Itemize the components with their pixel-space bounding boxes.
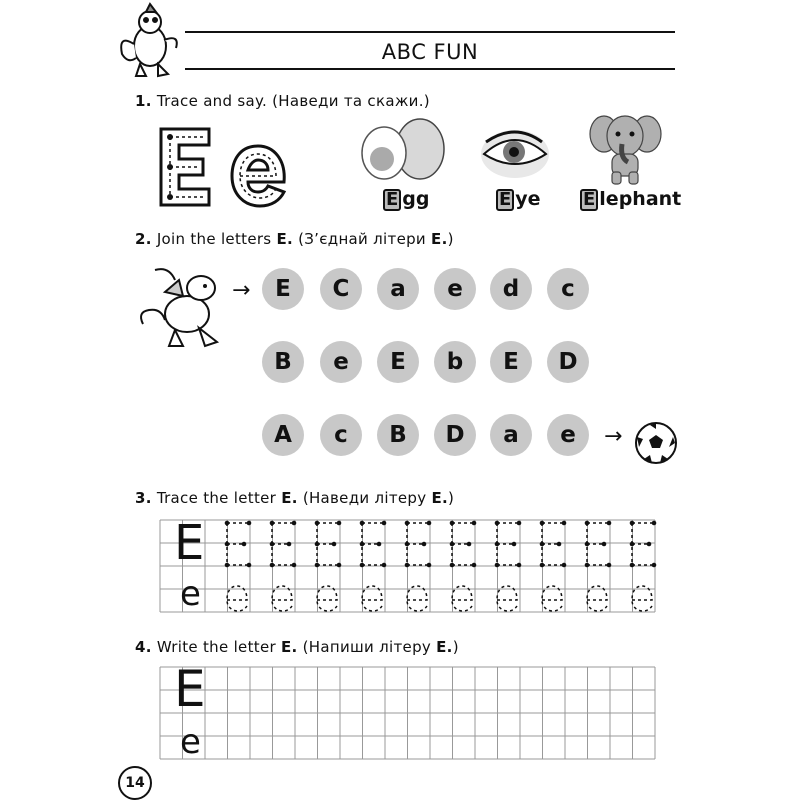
task-3-text-pre: Trace the letter xyxy=(156,489,282,507)
task-4-letter: E. xyxy=(281,638,298,656)
dotted-uppercase-e xyxy=(405,521,432,568)
dotted-lowercase-e xyxy=(632,586,652,611)
task-1-instruction xyxy=(135,92,430,110)
dragon-character-icon xyxy=(135,262,230,352)
dotted-uppercase-e xyxy=(225,521,252,568)
task-1-number: 1. xyxy=(135,92,152,110)
eye-icon xyxy=(480,128,550,180)
write-grid xyxy=(160,667,660,762)
task-2-text-post: ) xyxy=(447,230,454,248)
letter-bubble[interactable]: E xyxy=(377,341,419,383)
word-elephant xyxy=(580,188,681,211)
letter-bubble[interactable]: a xyxy=(490,414,532,456)
task-4-text-pre: Write the letter xyxy=(156,638,282,656)
task-2-letter: E. xyxy=(276,230,294,248)
trace-model-upper: E xyxy=(174,515,205,571)
letter-bubble[interactable]: B xyxy=(262,341,304,383)
dragon-character-icon xyxy=(110,4,185,79)
word-elephant-rest: lephant xyxy=(599,188,682,210)
letter-bubble[interactable]: c xyxy=(547,268,589,310)
dotted-lowercase-e xyxy=(227,586,247,611)
start-arrow: → xyxy=(232,278,251,303)
trace-uppercase-e xyxy=(155,125,215,210)
letter-bubble[interactable]: E xyxy=(262,268,304,310)
task-1-text: Trace and say. (Наведи та скажи.) xyxy=(156,92,430,110)
write-model-lower: e xyxy=(180,722,201,762)
dotted-lowercase-e xyxy=(587,586,607,611)
task-2-letter-2: E. xyxy=(431,230,448,248)
dotted-lowercase-e xyxy=(407,586,427,611)
word-eye xyxy=(496,188,541,211)
task-3-letter: E. xyxy=(281,489,298,507)
dotted-lowercase-e xyxy=(542,586,562,611)
title-line-top xyxy=(185,31,675,33)
task-2-number: 2. xyxy=(135,230,152,248)
page-title: ABC FUN xyxy=(381,40,479,64)
page-number: 14 xyxy=(118,766,152,800)
dotted-uppercase-e xyxy=(630,521,657,568)
dotted-lowercase-e xyxy=(272,586,292,611)
letter-bubble[interactable]: e xyxy=(320,341,362,383)
task-3-text-mid: (Наведи літеру xyxy=(297,489,432,507)
task-2-text-pre: Join the letters xyxy=(156,230,277,248)
dotted-uppercase-e xyxy=(495,521,522,568)
letter-bubble[interactable]: B xyxy=(377,414,419,456)
letter-bubble[interactable]: a xyxy=(377,268,419,310)
letter-bubble[interactable]: E xyxy=(490,341,532,383)
task-3-letter-2: E. xyxy=(431,489,449,507)
word-elephant-initial: E xyxy=(580,189,598,211)
letter-bubble[interactable]: e xyxy=(547,414,589,456)
letter-bubble[interactable]: d xyxy=(490,268,532,310)
letter-bubble[interactable]: b xyxy=(434,341,476,383)
task-4-text-post: ) xyxy=(452,638,459,656)
trace-grid xyxy=(160,515,660,612)
dotted-uppercase-e xyxy=(450,521,477,568)
end-arrow: → xyxy=(604,424,623,449)
dotted-lowercase-e xyxy=(317,586,337,611)
task-3-instruction xyxy=(135,489,454,507)
dotted-lowercase-e xyxy=(362,586,382,611)
task-3-text-post: ) xyxy=(448,489,455,507)
letter-bubble[interactable]: e xyxy=(434,268,476,310)
egg-icon xyxy=(358,115,448,183)
word-egg-rest: gg xyxy=(402,188,430,210)
letter-bubble[interactable]: c xyxy=(320,414,362,456)
letter-bubble[interactable]: A xyxy=(262,414,304,456)
task-4-instruction xyxy=(135,638,459,656)
task-4-number: 4. xyxy=(135,638,152,656)
word-eye-rest: ye xyxy=(515,188,541,210)
word-egg xyxy=(383,188,430,211)
task-4-letter-2: E. xyxy=(436,638,453,656)
dotted-uppercase-e xyxy=(315,521,342,568)
letter-bubble[interactable]: D xyxy=(547,341,589,383)
dotted-uppercase-e xyxy=(585,521,612,568)
letter-bubble[interactable]: C xyxy=(320,268,362,310)
task-2-instruction xyxy=(135,230,454,248)
dotted-uppercase-e xyxy=(360,521,387,568)
word-egg-initial: E xyxy=(383,189,401,211)
dotted-lowercase-e xyxy=(452,586,472,611)
word-eye-initial: E xyxy=(496,189,514,211)
dotted-uppercase-e xyxy=(270,521,297,568)
dotted-lowercase-e xyxy=(497,586,517,611)
trace-lowercase-e xyxy=(228,142,288,212)
write-model-upper: E xyxy=(174,660,206,718)
task-4-text-mid: (Напиши літеру xyxy=(297,638,437,656)
soccer-ball-icon xyxy=(634,421,678,465)
dotted-uppercase-e xyxy=(540,521,567,568)
trace-model-lower: e xyxy=(180,574,201,614)
letter-bubble[interactable]: D xyxy=(434,414,476,456)
task-3-number: 3. xyxy=(135,489,152,507)
task-2-text-mid: (З’єднай літери xyxy=(293,230,432,248)
elephant-icon xyxy=(588,108,663,186)
title-line-bottom xyxy=(185,68,675,70)
